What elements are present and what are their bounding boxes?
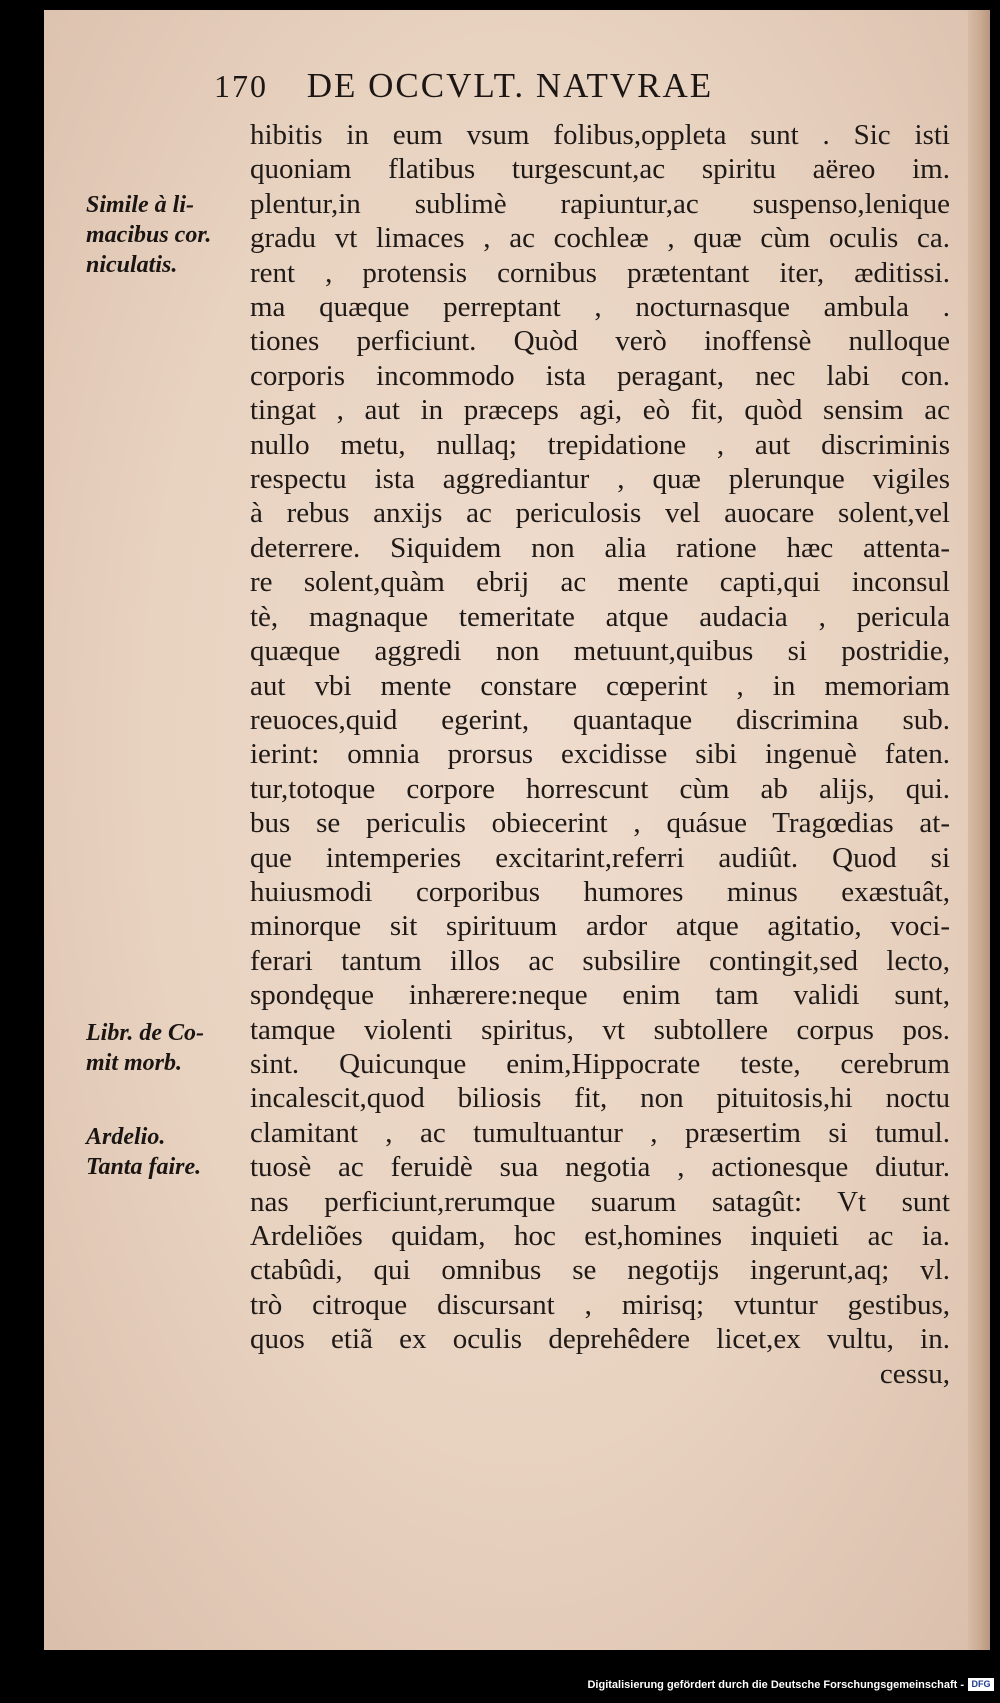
text-line: ferari tantum illos ac subsilire contingit,sed lecto, xyxy=(250,944,950,977)
funding-credit: Digitalisierung gefördert durch die Deutsche Forschungsgemeinschaft - xyxy=(587,1679,964,1691)
marginal-note-line: macibus cor. xyxy=(86,222,212,248)
marginal-note-ardelio xyxy=(86,1122,236,1182)
text-line: ctabûdi, qui omnibus se negotijs ingerunt,aq; vl. xyxy=(250,1254,950,1287)
marginal-note-hippocrates xyxy=(86,1018,236,1078)
text-line: hibitis in eum vsum folibus,oppleta sunt . Sic isti xyxy=(250,119,950,151)
marginal-note-line: Ardelio. xyxy=(86,1124,166,1150)
marginal-note-line: mit morb. xyxy=(86,1050,183,1076)
text-line: tè, magnaque temeritate atque audacia , pericula xyxy=(250,600,950,633)
text-line: quos etiã ex oculis deprehêdere licet,ex vultu, in. xyxy=(250,1323,950,1356)
marginal-note-line: niculatis. xyxy=(86,252,178,278)
marginal-note-line: Tanta faire. xyxy=(86,1154,202,1180)
text-line: respectu ista aggrediantur , quæ plerunque vigiles xyxy=(250,463,950,496)
marginal-note-line: Simile à li- xyxy=(86,192,194,218)
text-line: nullo metu, nullaq; trepidatione , aut discriminis xyxy=(250,428,950,461)
text-line: tiones perficiunt. Quòd verò inoffensè nulloque xyxy=(250,325,950,358)
text-line: re solent,quàm ebrij ac mente capti,qui inconsul xyxy=(250,566,950,599)
text-line: huiusmodi corporibus humores minus exæstuât, xyxy=(250,875,950,908)
text-line: Ardeliões quidam, hoc est,homines inquieti ac ia. xyxy=(250,1220,950,1252)
text-line: clamitant , ac tumultuantur , præsertim si tumul. xyxy=(250,1116,950,1149)
text-line: aut vbi mente constare cœperint , in memoriam xyxy=(250,669,950,702)
marginal-note-limaces xyxy=(86,190,236,280)
text-line: nas perficiunt,rerumque suarum satagût: Vt sunt xyxy=(250,1185,950,1218)
page-edge xyxy=(968,10,990,1650)
text-line: plentur,in sublimè rapiuntur,ac suspenso,lenique xyxy=(250,187,950,220)
body-text xyxy=(250,118,950,1391)
marginal-note-line: Libr. de Co- xyxy=(86,1020,204,1046)
text-line: spondęque inhærere:neque enim tam validi sunt, xyxy=(250,979,950,1012)
text-line: sint. Quicunque enim,Hippocrate teste, cerebrum xyxy=(250,1047,950,1080)
text-line: deterrere. Siquidem non alia ratione hæc attenta- xyxy=(250,531,950,564)
text-line: tuosè ac feruidè sua negotia , actionesque diutur. xyxy=(250,1151,950,1184)
text-line: reuoces,quid egerint, quantaque discrimina sub. xyxy=(250,703,950,736)
page-number: 170 xyxy=(214,68,268,104)
text-line: quoniam flatibus turgescunt,ac spiritu aëreo im. xyxy=(250,153,950,186)
text-line: trò citroque discursant , mirisq; vtuntur gestibus, xyxy=(250,1288,950,1321)
text-line: que intemperies excitarint,referri audiût. Quod si xyxy=(250,841,950,874)
text-line: minorque sit spirituum ardor atque agitatio, voci- xyxy=(250,910,950,943)
text-line: tur,totoque corpore horrescunt cùm ab alijs, qui. xyxy=(250,772,950,805)
text-line: tamque violenti spiritus, vt subtollere corpus pos. xyxy=(250,1013,950,1046)
text-line: ierint: omnia prorsus excidisse sibi ingenuè faten. xyxy=(250,738,950,771)
text-line: bus se periculis obiecerint , quásue Tragœdias at- xyxy=(250,807,950,840)
footer-bar xyxy=(0,1672,1000,1703)
text-line: corporis incommodo ista peragant, nec labi con. xyxy=(250,359,950,392)
page-header xyxy=(214,66,894,106)
text-line: incalescit,quod biliosis fit, non pituitosis,hi noctu xyxy=(250,1082,950,1115)
text-line: quæque aggredi non metuunt,quibus si postridie, xyxy=(250,635,950,668)
text-line: à rebus anxijs ac periculosis vel auocare solent,vel xyxy=(250,497,950,530)
text-line: gradu vt limaces , ac cochleæ , quæ cùm oculis ca. xyxy=(250,222,950,255)
text-line: tingat , aut in præceps agi, eò fit, quòd sensim ac xyxy=(250,394,950,427)
text-line: cessu, xyxy=(879,1357,950,1390)
dfg-logo: DFG xyxy=(968,1678,994,1691)
text-line: ma quæque perreptant , nocturnasque ambula . xyxy=(250,291,950,324)
text-line: rent , protensis cornibus prætentant iter, æditissi. xyxy=(250,256,950,289)
running-title: DE OCCVLT. NATVRAE xyxy=(306,66,714,105)
